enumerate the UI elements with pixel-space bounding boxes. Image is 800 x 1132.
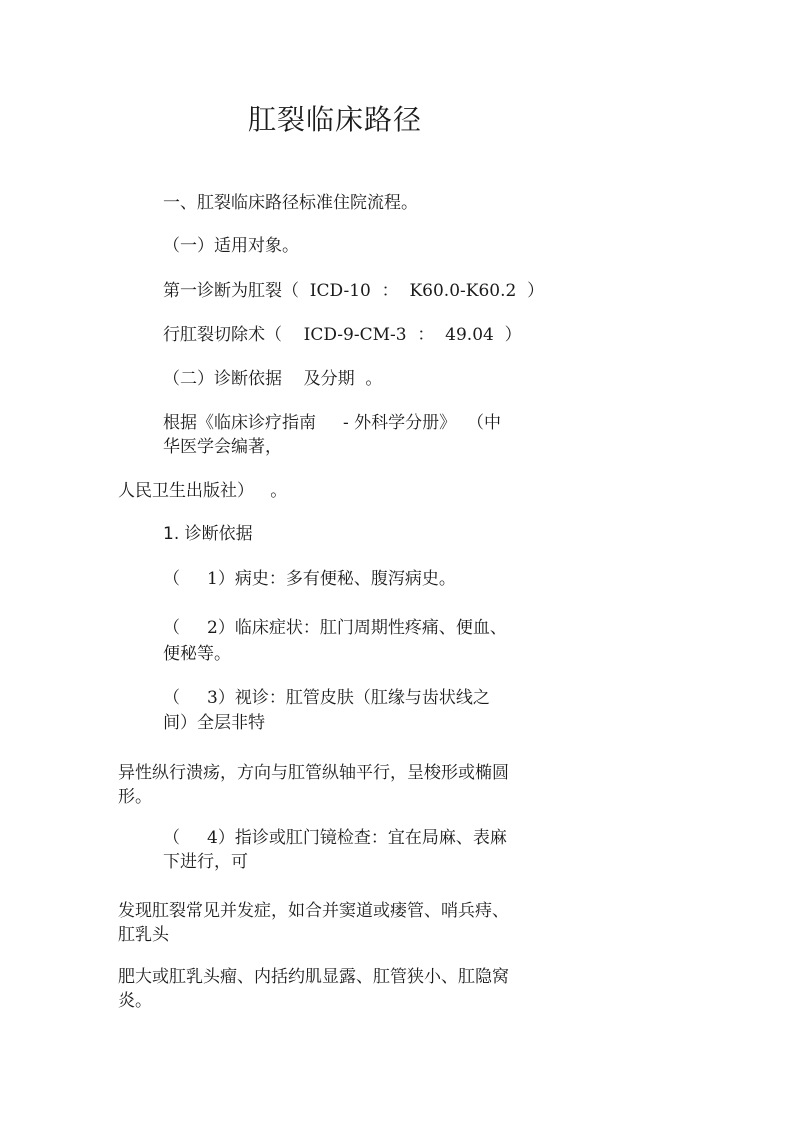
reference-line-2: 华医学会编著， (163, 437, 282, 457)
section-1-heading: 一、肛裂临床路径标准住院流程。 (163, 193, 418, 213)
exam-item-line-5: 肥大或肛乳头瘤、内括约肌显露、肛管狭小、肛隐窝 (118, 967, 509, 987)
exam-item-line-4: 肛乳头 (118, 925, 169, 945)
subsection-1-heading: （一）适用对象。 (163, 236, 299, 256)
subsection-2-heading: （二）诊断依据 及分期 。 (163, 369, 383, 389)
reference-line-3: 人民卫生出版社） 。 (118, 481, 288, 501)
inspection-item-line-1: （ 3）视诊：肛管皮肤（肛缘与齿状线之 (163, 688, 490, 708)
diagnosis-basis-heading: 1. 诊断依据 (163, 524, 253, 544)
exam-item-line-3: 发现肛裂常见并发症，如合并窦道或瘘管、哨兵痔、 (118, 901, 509, 921)
exam-item-line-6: 炎。 (118, 991, 152, 1011)
document-title: 肛裂临床路径 (247, 103, 422, 136)
reference-line-1: 根据《临床诊疗指南 - 外科学分册》 （中 (163, 413, 501, 433)
procedure-code-line: 行肛裂切除术（ ICD-9-CM-3 ： 49.04 ） (163, 325, 522, 345)
history-item: （ 1）病史：多有便秘、腹泻病史。 (163, 569, 456, 589)
inspection-item-line-3: 异性纵行溃疡，方向与肛管纵轴平行，呈梭形或椭圆 (118, 763, 509, 783)
exam-item-line-1: （ 4）指诊或肛门镜检查：宜在局麻、表麻 (163, 828, 507, 848)
symptoms-item-line-2: 便秘等。 (163, 644, 231, 664)
exam-item-line-2: 下进行，可 (163, 852, 248, 872)
inspection-item-line-2: 间）全层非特 (163, 713, 265, 733)
inspection-item-line-4: 形。 (118, 787, 152, 807)
diagnosis-code-line: 第一诊断为肛裂（ ICD-10 ： K60.0-K60.2 ） (163, 281, 545, 301)
symptoms-item-line-1: （ 2）临床症状：肛门周期性疼痛、便血、 (163, 618, 507, 638)
